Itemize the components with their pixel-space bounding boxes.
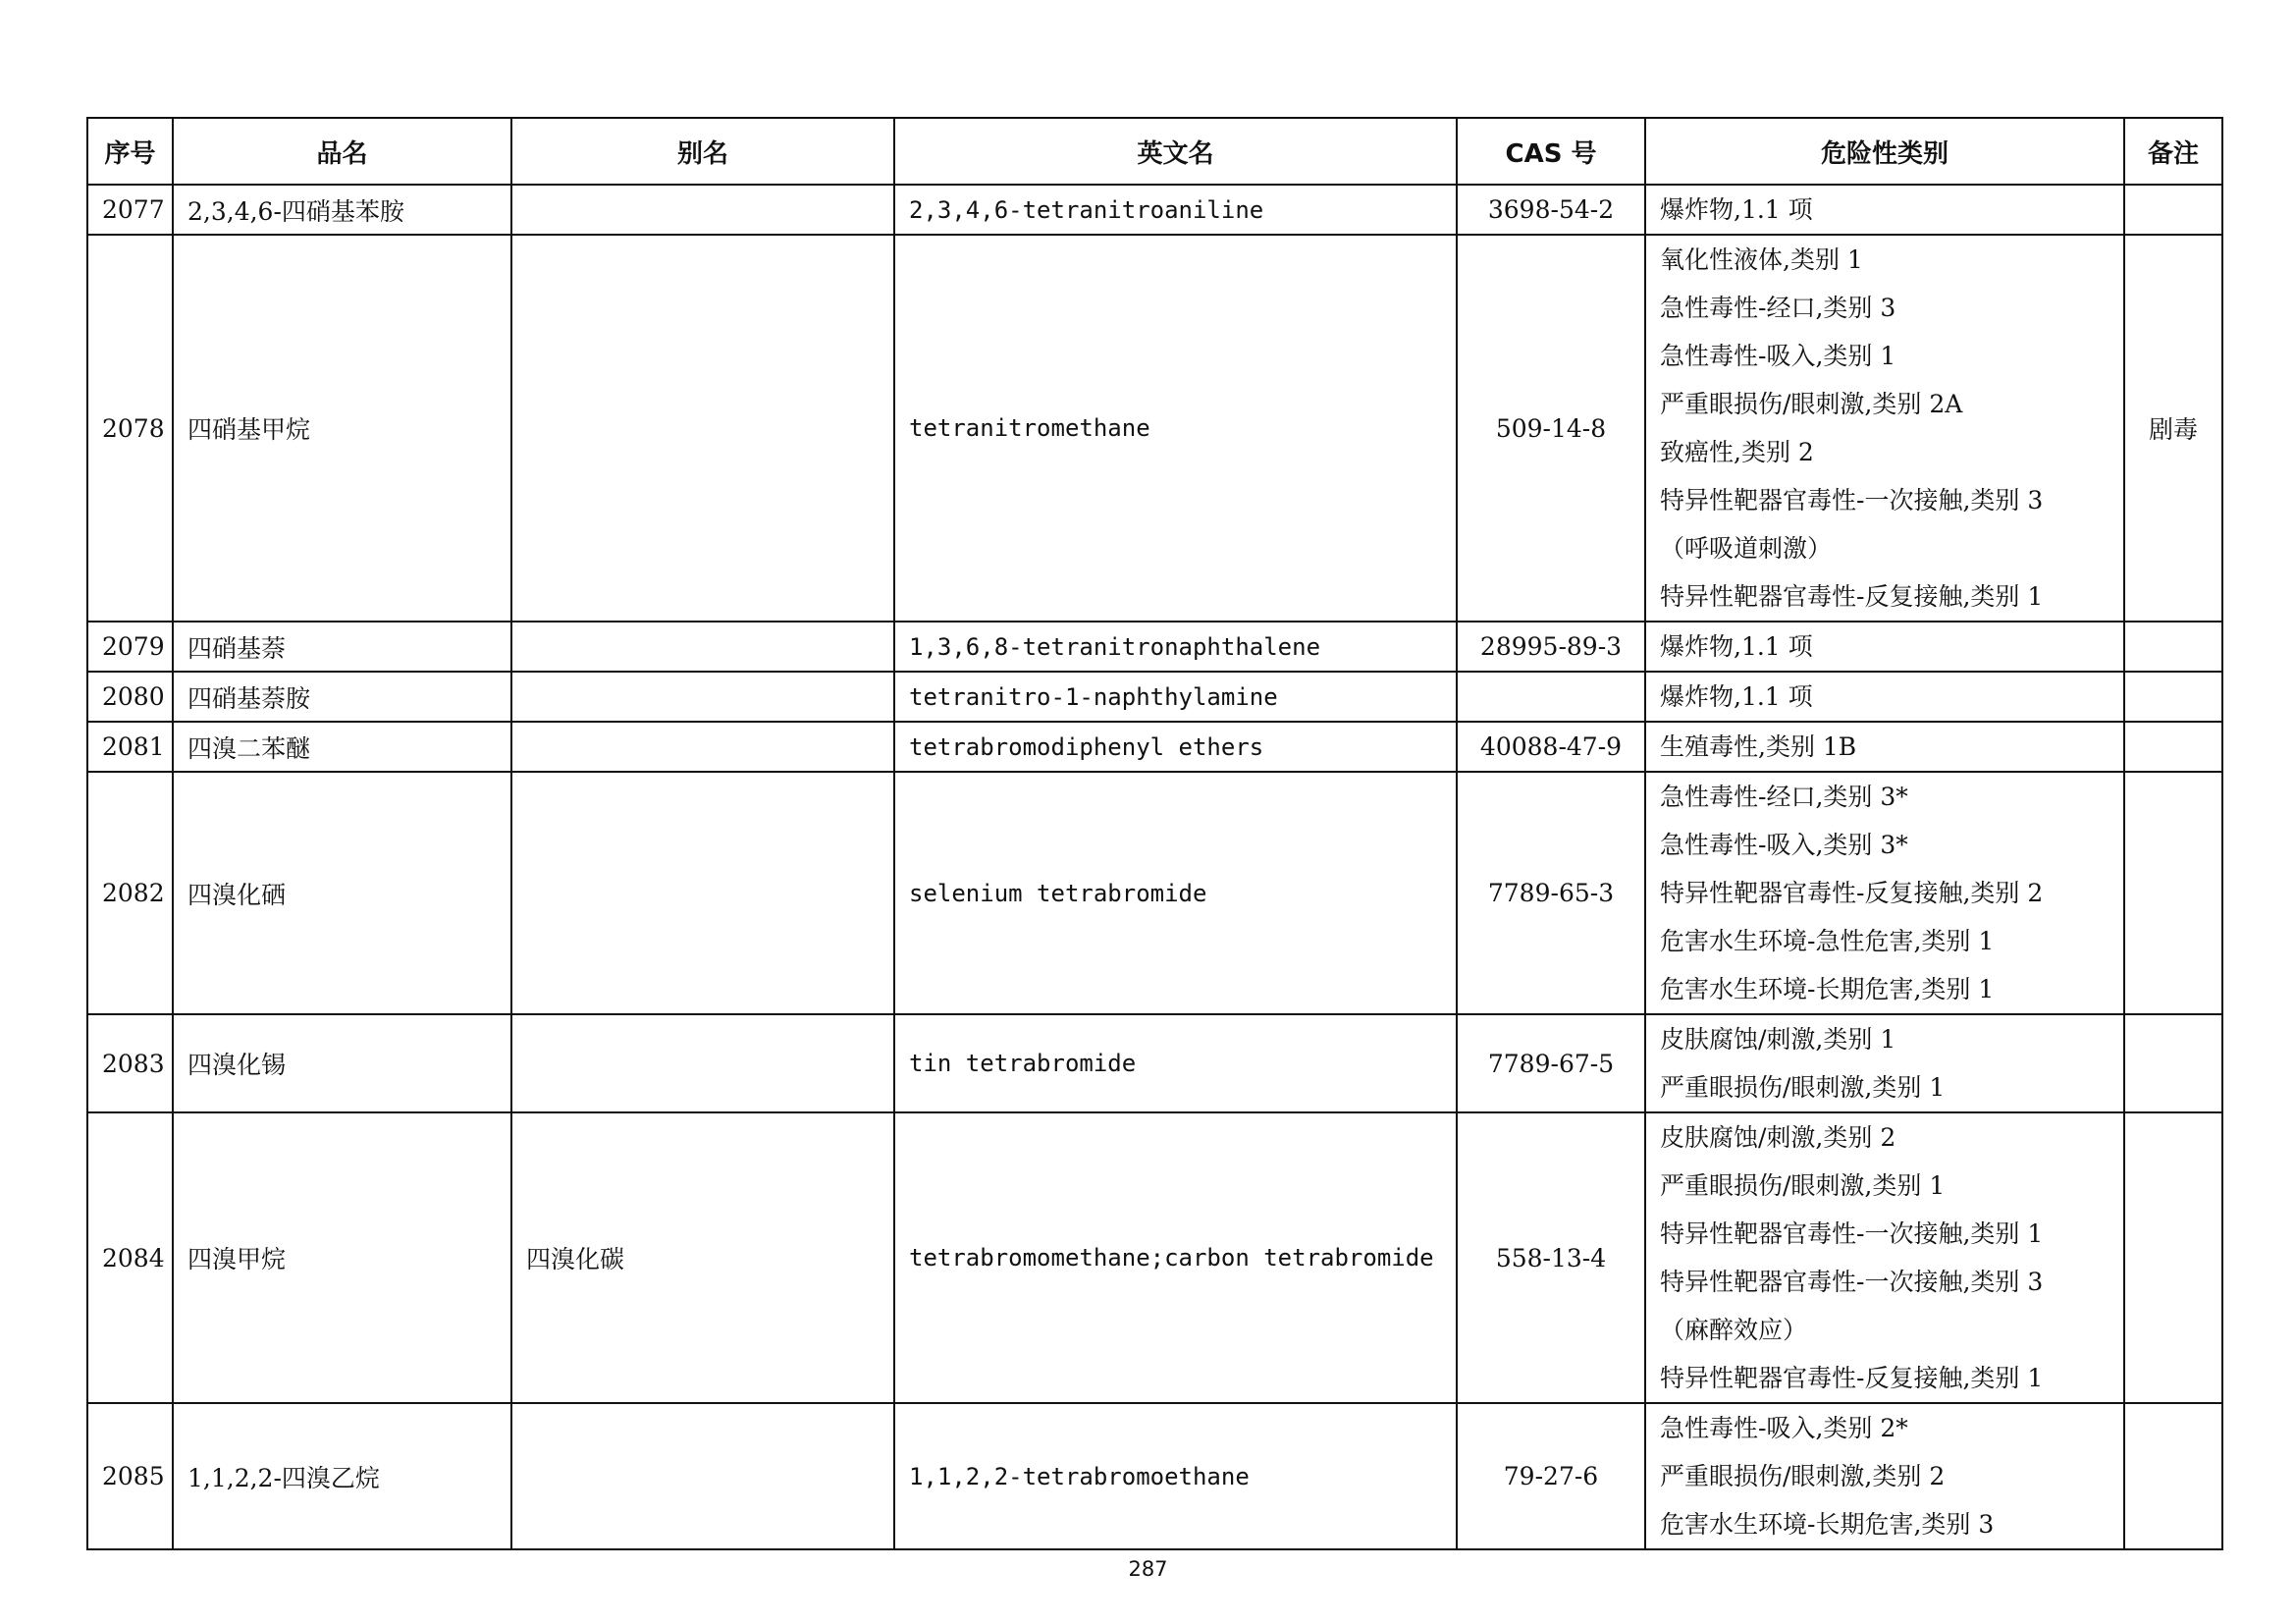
cell-cas: 79-27-6 [1457,1403,1645,1549]
table-row [87,185,2222,235]
cell-seq: 2077 [87,185,173,235]
header-alias: 别名 [511,118,894,185]
table-row [87,722,2222,772]
cell-note [2124,185,2222,235]
cell-english: 2,3,4,6-tetranitroaniline [894,185,1457,235]
cell-alias [511,235,894,622]
cell-hazard [1645,1014,2124,1112]
cell-alias [511,722,894,772]
hazard-line: 急性毒性-吸入,类别 2* [1660,1414,1908,1442]
hazard-line: 爆炸物,1.1 项 [1660,195,1813,224]
cell-english: tetranitro-1-naphthylamine [894,672,1457,722]
cell-name: 四硝基萘胺 [173,672,511,722]
cell-hazard [1645,185,2124,235]
cell-name: 四溴甲烷 [173,1112,511,1403]
cell-note [2124,1112,2222,1403]
cell-english: selenium tetrabromide [894,772,1457,1014]
cell-cas [1457,672,1645,722]
cell-alias [511,672,894,722]
hazard-line: 危害水生环境-急性危害,类别 1 [1660,927,1995,955]
cell-english: tetrabromomethane;carbon tetrabromide [894,1112,1457,1403]
cell-name: 四溴二苯醚 [173,722,511,772]
hazard-line: 急性毒性-经口,类别 3* [1660,783,1908,811]
cell-note [2124,622,2222,672]
cell-note [2124,772,2222,1014]
cell-cas: 40088-47-9 [1457,722,1645,772]
cell-note [2124,722,2222,772]
cell-hazard [1645,1403,2124,1549]
cell-seq: 2082 [87,772,173,1014]
cell-seq: 2078 [87,235,173,622]
hazard-line: 特异性靶器官毒性-反复接触,类别 1 [1660,582,2044,611]
hazard-line: 急性毒性-吸入,类别 1 [1660,342,1896,370]
header-cas: CAS 号 [1457,118,1645,185]
hazard-line: 特异性靶器官毒性-一次接触,类别 3 [1660,486,2044,514]
cell-hazard [1645,1112,2124,1403]
cell-hazard [1645,772,2124,1014]
table-row [87,672,2222,722]
hazard-line: 严重眼损伤/眼刺激,类别 1 [1660,1073,1946,1102]
cell-note [2124,1014,2222,1112]
cell-alias [511,185,894,235]
hazard-line: 危害水生环境-长期危害,类别 1 [1660,975,1995,1003]
cell-name: 四硝基萘 [173,622,511,672]
cell-name: 2,3,4,6-四硝基苯胺 [173,185,511,235]
hazard-line: 急性毒性-经口,类别 3 [1660,294,1896,322]
hazard-line: 严重眼损伤/眼刺激,类别 1 [1660,1171,1946,1200]
cell-alias [511,1014,894,1112]
table-row [87,235,2222,622]
cell-note [2124,672,2222,722]
cell-seq: 2079 [87,622,173,672]
chemical-table [86,117,2223,1550]
hazard-line: 特异性靶器官毒性-反复接触,类别 1 [1660,1364,2044,1392]
cell-cas: 7789-65-3 [1457,772,1645,1014]
cell-hazard [1645,672,2124,722]
cell-cas: 3698-54-2 [1457,185,1645,235]
hazard-line: 生殖毒性,类别 1B [1660,732,1857,761]
cell-english: 1,1,2,2-tetrabromoethane [894,1403,1457,1549]
cell-seq: 2080 [87,672,173,722]
cell-note [2124,1403,2222,1549]
cell-name: 1,1,2,2-四溴乙烷 [173,1403,511,1549]
hazard-line: 严重眼损伤/眼刺激,类别 2A [1660,390,1963,418]
cell-seq: 2083 [87,1014,173,1112]
hazard-line: 急性毒性-吸入,类别 3* [1660,831,1908,859]
hazard-line: 爆炸物,1.1 项 [1660,682,1813,711]
cell-note: 剧毒 [2124,235,2222,622]
cell-cas: 28995-89-3 [1457,622,1645,672]
cell-hazard [1645,622,2124,672]
cell-english: tin tetrabromide [894,1014,1457,1112]
table-row [87,622,2222,672]
hazard-line: （呼吸道刺激） [1660,534,1833,563]
hazard-line: 皮肤腐蚀/刺激,类别 1 [1660,1025,1896,1054]
cell-seq: 2081 [87,722,173,772]
cell-seq: 2084 [87,1112,173,1403]
hazard-line: 特异性靶器官毒性-一次接触,类别 3 [1660,1268,2044,1296]
cell-english: tetranitromethane [894,235,1457,622]
cell-english: 1,3,6,8-tetranitronaphthalene [894,622,1457,672]
cell-alias [511,622,894,672]
cell-hazard [1645,722,2124,772]
hazard-line: 危害水生环境-长期危害,类别 3 [1660,1510,1995,1539]
header-note: 备注 [2124,118,2222,185]
cell-name: 四溴化锡 [173,1014,511,1112]
cell-alias [511,772,894,1014]
cell-cas: 558-13-4 [1457,1112,1645,1403]
header-name: 品名 [173,118,511,185]
hazard-line: 致癌性,类别 2 [1660,438,1814,466]
table-row [87,1403,2222,1549]
table-body [87,185,2222,1549]
cell-seq: 2085 [87,1403,173,1549]
hazard-line: 皮肤腐蚀/刺激,类别 2 [1660,1123,1896,1152]
cell-name: 四溴化硒 [173,772,511,1014]
hazard-line: 爆炸物,1.1 项 [1660,632,1813,661]
table-row [87,772,2222,1014]
table-row [87,1014,2222,1112]
hazard-line: 特异性靶器官毒性-反复接触,类别 2 [1660,879,2044,907]
cell-cas: 509-14-8 [1457,235,1645,622]
page-number: 287 [1128,1557,1168,1581]
table-row [87,1112,2222,1403]
hazard-line: 特异性靶器官毒性-一次接触,类别 1 [1660,1219,2044,1248]
header-seq: 序号 [87,118,173,185]
hazard-line: 氧化性液体,类别 1 [1660,245,1863,274]
header-english: 英文名 [894,118,1457,185]
cell-alias: 四溴化碳 [511,1112,894,1403]
cell-cas: 7789-67-5 [1457,1014,1645,1112]
cell-hazard [1645,235,2124,622]
cell-name: 四硝基甲烷 [173,235,511,622]
hazard-line: （麻醉效应） [1660,1316,1808,1344]
header-row [87,118,2222,185]
header-hazard: 危险性类别 [1645,118,2124,185]
cell-english: tetrabromodiphenyl ethers [894,722,1457,772]
cell-alias [511,1403,894,1549]
hazard-line: 严重眼损伤/眼刺激,类别 2 [1660,1462,1946,1490]
